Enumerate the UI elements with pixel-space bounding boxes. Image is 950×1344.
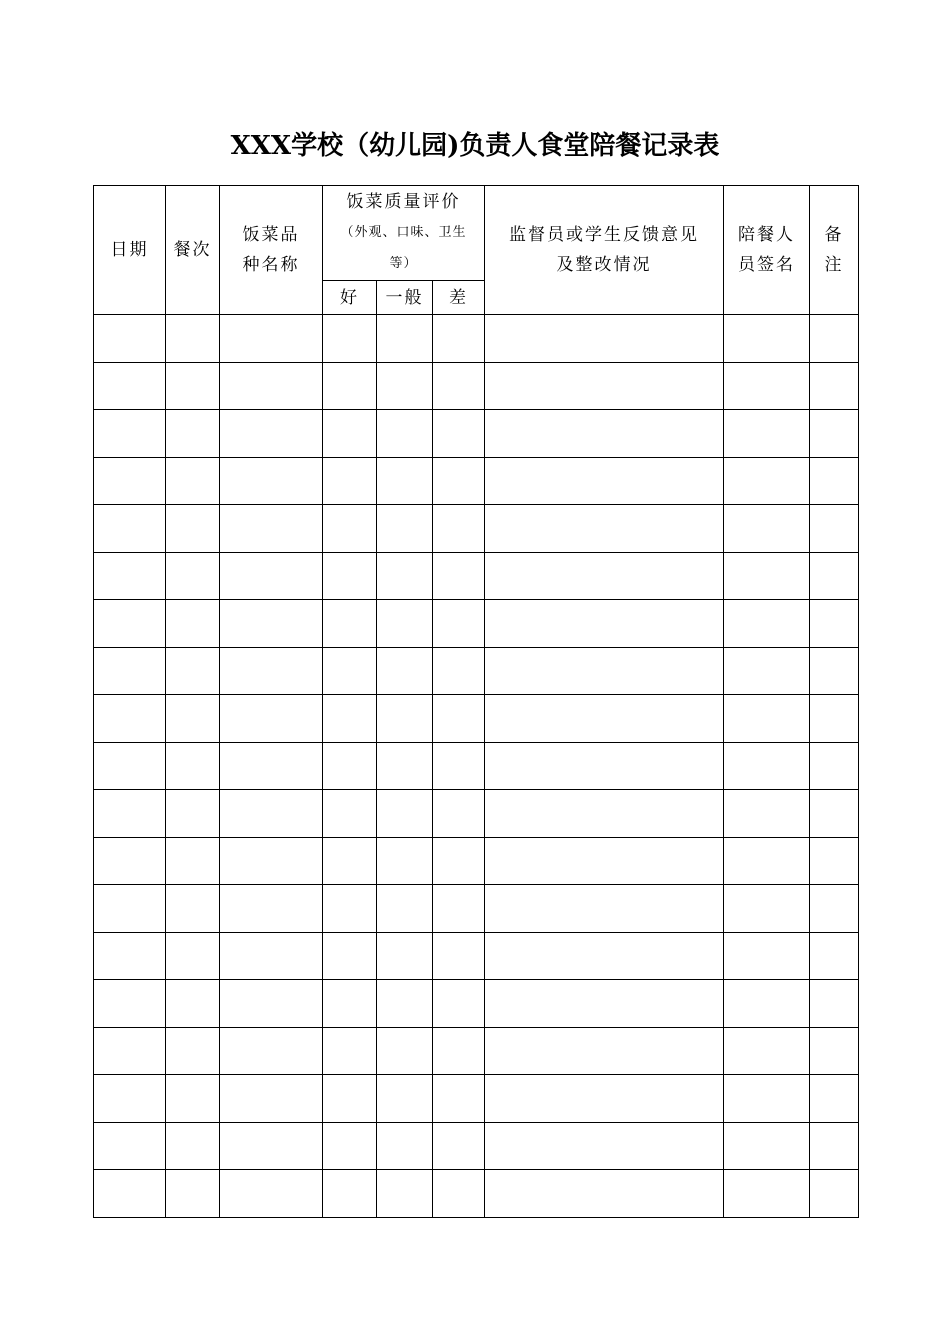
cell-signer[interactable] (724, 362, 810, 410)
cell-remarks[interactable] (810, 790, 859, 838)
cell-dish[interactable] (220, 695, 323, 743)
table-row (94, 980, 859, 1028)
table-body (94, 315, 859, 1218)
cell-feedback[interactable] (485, 552, 724, 600)
cell-poor[interactable] (433, 1170, 485, 1218)
cell-poor[interactable] (433, 790, 485, 838)
cell-poor[interactable] (433, 505, 485, 553)
cell-meal[interactable] (166, 742, 220, 790)
table-row (94, 457, 859, 505)
cell-signer[interactable] (724, 1027, 810, 1075)
cell-good[interactable] (323, 1122, 377, 1170)
header-feedback-line2: 及整改情况 (556, 255, 652, 275)
cell-remarks[interactable] (810, 980, 859, 1028)
table-row (94, 1122, 859, 1170)
cell-date[interactable] (94, 790, 166, 838)
cell-dish[interactable] (220, 457, 323, 505)
cell-signer[interactable] (724, 457, 810, 505)
header-meal (166, 186, 220, 315)
cell-average[interactable] (377, 1027, 433, 1075)
header-dish-line2: 种名称 (242, 255, 300, 275)
cell-date[interactable] (94, 600, 166, 648)
header-rating-average: 一般 (377, 281, 433, 315)
header-dish (220, 186, 323, 315)
cell-good[interactable] (323, 600, 377, 648)
cell-good[interactable] (323, 1027, 377, 1075)
cell-dish[interactable] (220, 410, 323, 458)
cell-average[interactable] (377, 885, 433, 933)
table-row (94, 1075, 859, 1123)
cell-dish[interactable] (220, 315, 323, 363)
table-header (94, 186, 859, 315)
cell-poor[interactable] (433, 362, 485, 410)
cell-signer[interactable] (724, 647, 810, 695)
cell-meal[interactable] (166, 695, 220, 743)
cell-signer[interactable] (724, 837, 810, 885)
dining-record-table (93, 185, 859, 1218)
cell-good[interactable] (323, 1075, 377, 1123)
cell-dish[interactable] (220, 980, 323, 1028)
cell-dish[interactable] (220, 790, 323, 838)
cell-signer[interactable] (724, 410, 810, 458)
cell-good[interactable] (323, 1170, 377, 1218)
cell-average[interactable] (377, 1075, 433, 1123)
cell-average[interactable] (377, 505, 433, 553)
cell-good[interactable] (323, 362, 377, 410)
table-row (94, 837, 859, 885)
cell-signer[interactable] (724, 552, 810, 600)
cell-remarks[interactable] (810, 552, 859, 600)
cell-feedback[interactable] (485, 1027, 724, 1075)
cell-remarks[interactable] (810, 1170, 859, 1218)
header-dish-line1: 饭菜品 (242, 225, 300, 245)
cell-poor[interactable] (433, 885, 485, 933)
cell-meal[interactable] (166, 1122, 220, 1170)
cell-date[interactable] (94, 885, 166, 933)
cell-remarks[interactable] (810, 647, 859, 695)
table-row (94, 695, 859, 743)
header-date-label: 日期 (110, 240, 149, 260)
cell-date[interactable] (94, 362, 166, 410)
cell-average[interactable] (377, 742, 433, 790)
table-row (94, 790, 859, 838)
cell-signer[interactable] (724, 980, 810, 1028)
header-quality-line1: 饭菜质量评价 (346, 192, 461, 212)
cell-remarks[interactable] (810, 315, 859, 363)
cell-good[interactable] (323, 837, 377, 885)
cell-dish[interactable] (220, 505, 323, 553)
cell-date[interactable] (94, 315, 166, 363)
table-row (94, 885, 859, 933)
cell-average[interactable] (377, 1170, 433, 1218)
cell-feedback[interactable] (485, 647, 724, 695)
cell-date[interactable] (94, 1027, 166, 1075)
cell-signer[interactable] (724, 315, 810, 363)
cell-meal[interactable] (166, 932, 220, 980)
table-row (94, 600, 859, 648)
cell-meal[interactable] (166, 1170, 220, 1218)
cell-remarks[interactable] (810, 410, 859, 458)
cell-poor[interactable] (433, 315, 485, 363)
cell-good[interactable] (323, 885, 377, 933)
cell-signer[interactable] (724, 790, 810, 838)
cell-poor[interactable] (433, 980, 485, 1028)
cell-feedback[interactable] (485, 600, 724, 648)
cell-meal[interactable] (166, 647, 220, 695)
table-row (94, 932, 859, 980)
cell-dish[interactable] (220, 1075, 323, 1123)
cell-poor[interactable] (433, 932, 485, 980)
cell-poor[interactable] (433, 552, 485, 600)
header-signer-line2: 员签名 (738, 255, 796, 275)
header-remarks-line2: 注 (824, 255, 844, 275)
cell-good[interactable] (323, 695, 377, 743)
cell-average[interactable] (377, 790, 433, 838)
cell-feedback[interactable] (485, 980, 724, 1028)
cell-good[interactable] (323, 980, 377, 1028)
cell-remarks[interactable] (810, 1075, 859, 1123)
header-quality-line2: （外观、口味、卫生 (340, 225, 467, 240)
cell-date[interactable] (94, 932, 166, 980)
cell-good[interactable] (323, 457, 377, 505)
cell-poor[interactable] (433, 600, 485, 648)
cell-poor[interactable] (433, 410, 485, 458)
cell-poor[interactable] (433, 457, 485, 505)
cell-date[interactable] (94, 980, 166, 1028)
cell-good[interactable] (323, 742, 377, 790)
cell-meal[interactable] (166, 790, 220, 838)
cell-feedback[interactable] (485, 457, 724, 505)
header-signer (724, 186, 810, 315)
header-quality-line3: 等） (389, 256, 418, 271)
table-row (94, 552, 859, 600)
cell-feedback[interactable] (485, 837, 724, 885)
cell-feedback[interactable] (485, 695, 724, 743)
cell-date[interactable] (94, 1075, 166, 1123)
cell-good[interactable] (323, 790, 377, 838)
header-remarks-line1: 备 (824, 225, 844, 245)
cell-poor[interactable] (433, 647, 485, 695)
cell-date[interactable] (94, 742, 166, 790)
cell-feedback[interactable] (485, 742, 724, 790)
cell-average[interactable] (377, 457, 433, 505)
cell-average[interactable] (377, 647, 433, 695)
cell-meal[interactable] (166, 837, 220, 885)
cell-poor[interactable] (433, 1122, 485, 1170)
cell-average[interactable] (377, 410, 433, 458)
cell-signer[interactable] (724, 1170, 810, 1218)
cell-meal[interactable] (166, 457, 220, 505)
cell-signer[interactable] (724, 1122, 810, 1170)
cell-remarks[interactable] (810, 457, 859, 505)
cell-date[interactable] (94, 457, 166, 505)
cell-signer[interactable] (724, 600, 810, 648)
cell-meal[interactable] (166, 1075, 220, 1123)
table-row (94, 315, 859, 363)
cell-remarks[interactable] (810, 932, 859, 980)
cell-remarks[interactable] (810, 1122, 859, 1170)
cell-poor[interactable] (433, 1075, 485, 1123)
cell-average[interactable] (377, 695, 433, 743)
cell-meal[interactable] (166, 1027, 220, 1075)
cell-meal[interactable] (166, 410, 220, 458)
cell-dish[interactable] (220, 885, 323, 933)
cell-date[interactable] (94, 695, 166, 743)
table-row (94, 1170, 859, 1218)
cell-date[interactable] (94, 410, 166, 458)
table-row (94, 410, 859, 458)
cell-dish[interactable] (220, 1027, 323, 1075)
cell-feedback[interactable] (485, 505, 724, 553)
cell-feedback[interactable] (485, 362, 724, 410)
cell-meal[interactable] (166, 315, 220, 363)
cell-average[interactable] (377, 315, 433, 363)
cell-poor[interactable] (433, 837, 485, 885)
cell-poor[interactable] (433, 1027, 485, 1075)
header-feedback-line1: 监督员或学生反馈意见 (509, 225, 700, 245)
cell-poor[interactable] (433, 742, 485, 790)
cell-feedback[interactable] (485, 1170, 724, 1218)
cell-feedback[interactable] (485, 932, 724, 980)
cell-signer[interactable] (724, 885, 810, 933)
table-row (94, 1027, 859, 1075)
table-row (94, 362, 859, 410)
cell-good[interactable] (323, 315, 377, 363)
cell-remarks[interactable] (810, 695, 859, 743)
header-row-top (94, 186, 859, 281)
cell-feedback[interactable] (485, 1122, 724, 1170)
cell-average[interactable] (377, 362, 433, 410)
cell-remarks[interactable] (810, 505, 859, 553)
cell-meal[interactable] (166, 600, 220, 648)
cell-dish[interactable] (220, 647, 323, 695)
cell-average[interactable] (377, 980, 433, 1028)
cell-good[interactable] (323, 552, 377, 600)
cell-good[interactable] (323, 505, 377, 553)
cell-average[interactable] (377, 837, 433, 885)
cell-dish[interactable] (220, 1122, 323, 1170)
cell-remarks[interactable] (810, 742, 859, 790)
cell-remarks[interactable] (810, 362, 859, 410)
header-signer-line1: 陪餐人 (738, 225, 796, 245)
table-row (94, 505, 859, 553)
header-date (94, 186, 166, 315)
cell-signer[interactable] (724, 742, 810, 790)
cell-meal[interactable] (166, 552, 220, 600)
cell-feedback[interactable] (485, 410, 724, 458)
page-title: XXX学校（幼儿园)负责人食堂陪餐记录表 (230, 131, 720, 161)
cell-dish[interactable] (220, 932, 323, 980)
cell-date[interactable] (94, 505, 166, 553)
cell-average[interactable] (377, 552, 433, 600)
cell-remarks[interactable] (810, 885, 859, 933)
header-meal-label: 餐次 (173, 240, 212, 260)
cell-date[interactable] (94, 1122, 166, 1170)
header-quality (323, 186, 485, 281)
header-remarks (810, 186, 859, 315)
cell-dish[interactable] (220, 742, 323, 790)
cell-average[interactable] (377, 600, 433, 648)
cell-signer[interactable] (724, 505, 810, 553)
cell-date[interactable] (94, 552, 166, 600)
header-rating-poor: 差 (433, 281, 485, 315)
cell-poor[interactable] (433, 695, 485, 743)
table-row (94, 647, 859, 695)
cell-remarks[interactable] (810, 600, 859, 648)
cell-average[interactable] (377, 1122, 433, 1170)
cell-meal[interactable] (166, 980, 220, 1028)
cell-feedback[interactable] (485, 790, 724, 838)
cell-date[interactable] (94, 837, 166, 885)
cell-date[interactable] (94, 647, 166, 695)
cell-feedback[interactable] (485, 315, 724, 363)
cell-meal[interactable] (166, 505, 220, 553)
header-rating-good: 好 (323, 281, 377, 315)
table-row (94, 742, 859, 790)
cell-good[interactable] (323, 647, 377, 695)
cell-remarks[interactable] (810, 1027, 859, 1075)
cell-dish[interactable] (220, 1170, 323, 1218)
cell-dish[interactable] (220, 837, 323, 885)
cell-dish[interactable] (220, 552, 323, 600)
cell-feedback[interactable] (485, 1075, 724, 1123)
cell-good[interactable] (323, 932, 377, 980)
cell-average[interactable] (377, 932, 433, 980)
cell-dish[interactable] (220, 600, 323, 648)
cell-dish[interactable] (220, 362, 323, 410)
cell-feedback[interactable] (485, 885, 724, 933)
cell-signer[interactable] (724, 695, 810, 743)
cell-meal[interactable] (166, 362, 220, 410)
header-feedback (485, 186, 724, 315)
cell-good[interactable] (323, 410, 377, 458)
cell-remarks[interactable] (810, 837, 859, 885)
cell-signer[interactable] (724, 932, 810, 980)
cell-date[interactable] (94, 1170, 166, 1218)
cell-meal[interactable] (166, 885, 220, 933)
cell-signer[interactable] (724, 1075, 810, 1123)
